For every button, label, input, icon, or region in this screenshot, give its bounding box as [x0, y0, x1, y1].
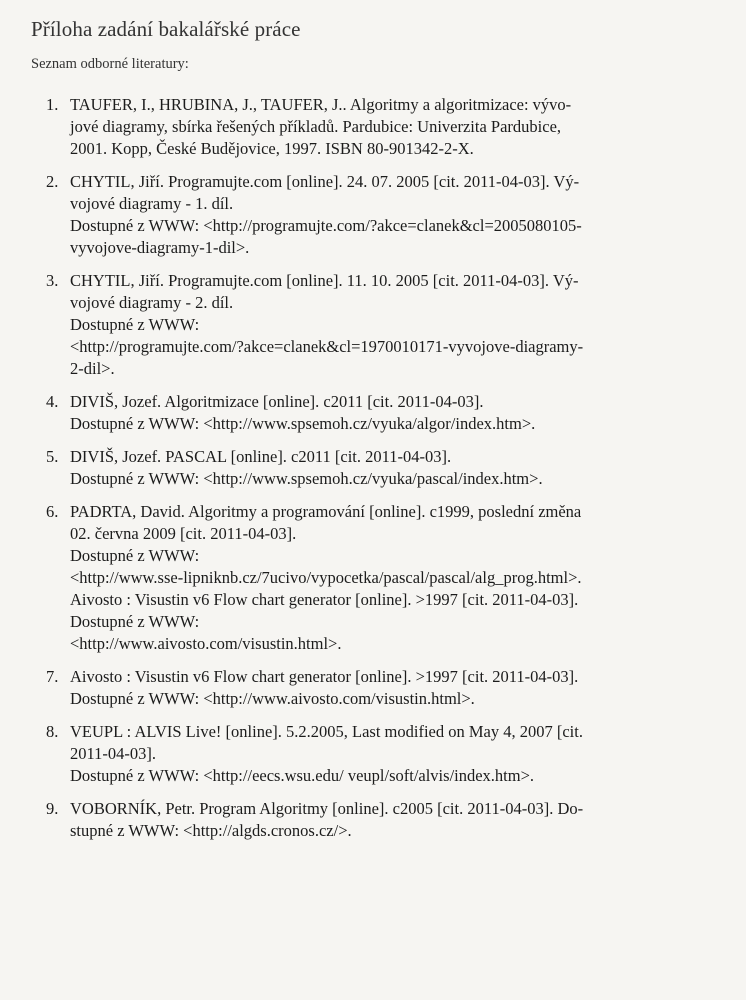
reference-number: 4.: [46, 392, 59, 411]
page-title: Příloha zadání bakalářské práce: [31, 17, 301, 41]
reference-line: DIVIŠ, Jozef. PASCAL [online]. c2011 [cit. 2011-04-03].: [70, 447, 452, 466]
reference-line: 02. června 2009 [cit. 2011-04-03].: [70, 524, 297, 543]
reference-text: [70, 666, 720, 710]
reference-line: VOBORNÍK, Petr. Program Algoritmy [online]. c2005 [cit. 2011-04-03]. Do-: [70, 799, 584, 818]
reference-line: Dostupné z WWW: <http://www.spsemoh.cz/vyuka/algor/index.htm>.: [70, 414, 536, 433]
reference-line: Dostupné z WWW: <http://www.aivosto.com/visustin.html>.: [70, 689, 475, 708]
reference-item: [30, 94, 720, 160]
reference-line: PADRTA, David. Algoritmy a programování [online]. c1999, poslední změna: [70, 502, 582, 521]
reference-number: 2.: [46, 172, 59, 191]
reference-list: [30, 94, 720, 853]
reference-line: Dostupné z WWW:: [70, 315, 200, 334]
reference-item: [30, 798, 720, 842]
reference-line: jové diagramy, sbírka řešených příkladů. Pardubice: Univerzita Pardubice,: [70, 117, 562, 136]
reference-line: <http://www.aivosto.com/visustin.html>.: [70, 634, 342, 653]
reference-line: Dostupné z WWW:: [70, 612, 200, 631]
reference-text: [70, 391, 720, 435]
reference-number: 8.: [46, 722, 59, 741]
reference-line: TAUFER, I., HRUBINA, J., TAUFER, J.. Algoritmy a algoritmizace: vývo-: [70, 95, 572, 114]
reference-item: [30, 666, 720, 710]
reference-line: <http://programujte.com/?akce=clanek&cl=1970010171-vyvojove-diagramy-: [70, 337, 584, 356]
reference-text: [70, 721, 720, 787]
reference-number: 9.: [46, 799, 59, 818]
reference-number: 7.: [46, 667, 59, 686]
reference-line: Dostupné z WWW: <http://programujte.com/?akce=clanek&cl=2005080105-: [70, 216, 582, 235]
reference-text: [70, 501, 720, 655]
reference-line: 2001. Kopp, České Budějovice, 1997. ISBN 80-901342-2-X.: [70, 139, 474, 158]
reference-line: vojové diagramy - 2. díl.: [70, 293, 234, 312]
reference-line: Aivosto : Visustin v6 Flow chart generator [online]. >1997 [cit. 2011-04-03].: [70, 590, 579, 609]
reference-number: 1.: [46, 95, 59, 114]
reference-line: 2011-04-03].: [70, 744, 156, 763]
reference-text: [70, 798, 720, 842]
reference-line: stupné z WWW: <http://algds.cronos.cz/>.: [70, 821, 352, 840]
reference-line: vojové diagramy - 1. díl.: [70, 194, 234, 213]
reference-text: [70, 94, 720, 160]
reference-item: [30, 391, 720, 435]
reference-line: Dostupné z WWW: <http://www.spsemoh.cz/vyuka/pascal/index.htm>.: [70, 469, 543, 488]
reference-line: vyvojove-diagramy-1-dil>.: [70, 238, 250, 257]
reference-line: CHYTIL, Jiří. Programujte.com [online]. 24. 07. 2005 [cit. 2011-04-03]. Vý-: [70, 172, 580, 191]
reference-number: 3.: [46, 271, 59, 290]
reference-line: Dostupné z WWW: <http://eecs.wsu.edu/ veupl/soft/alvis/index.htm>.: [70, 766, 535, 785]
reference-line: CHYTIL, Jiří. Programujte.com [online]. 11. 10. 2005 [cit. 2011-04-03]. Vý-: [70, 271, 579, 290]
reference-line: Dostupné z WWW:: [70, 546, 200, 565]
reference-item: [30, 171, 720, 259]
reference-item: [30, 270, 720, 380]
reference-text: [70, 171, 720, 259]
reference-text: [70, 270, 720, 380]
reference-line: <http://www.sse-lipniknb.cz/7ucivo/vypocetka/pascal/pascal/alg_prog.html>.: [70, 568, 582, 587]
reference-text: [70, 446, 720, 490]
reference-item: [30, 446, 720, 490]
reference-line: Aivosto : Visustin v6 Flow chart generator [online]. >1997 [cit. 2011-04-03].: [70, 667, 579, 686]
reference-number: 5.: [46, 447, 59, 466]
reference-item: [30, 721, 720, 787]
reference-line: VEUPL : ALVIS Live! [online]. 5.2.2005, Last modified on May 4, 2007 [cit.: [70, 722, 583, 741]
reference-line: 2-dil>.: [70, 359, 115, 378]
reference-number: 6.: [46, 502, 59, 521]
reference-line: DIVIŠ, Jozef. Algoritmizace [online]. c2011 [cit. 2011-04-03].: [70, 392, 484, 411]
reference-item: [30, 501, 720, 655]
page-subtitle: Seznam odborné literatury:: [31, 56, 189, 72]
